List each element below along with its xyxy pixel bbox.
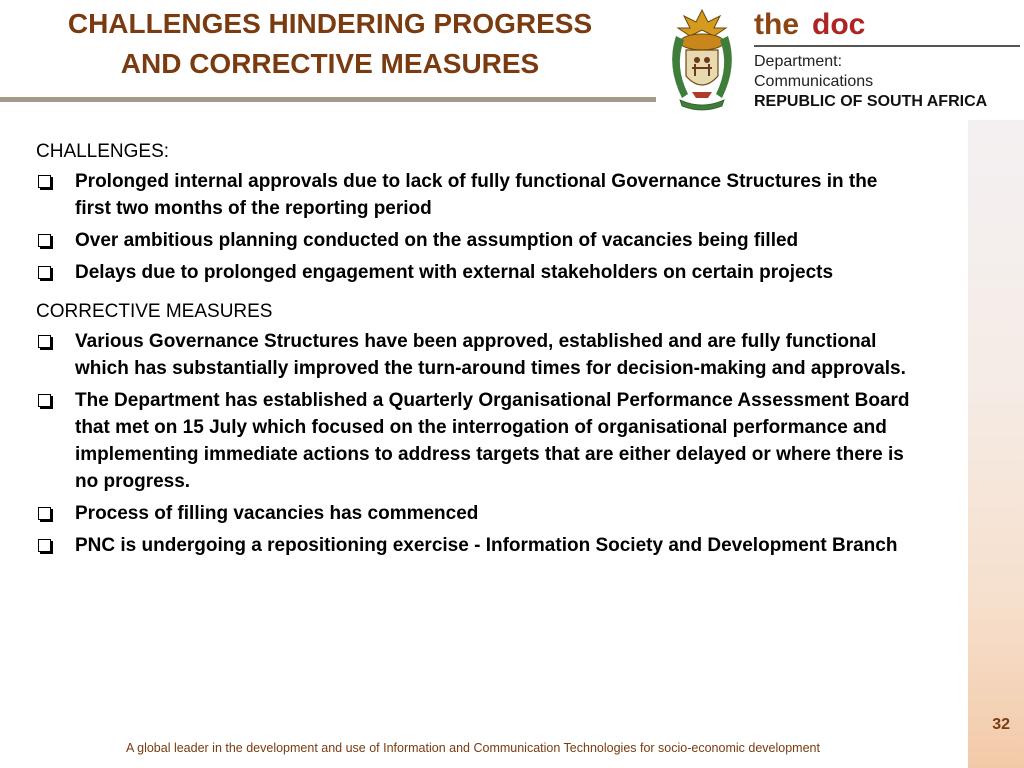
corrective-text: PNC is undergoing a repositioning exercise - Information Society and Development Branch (75, 535, 898, 556)
brand-the: the (754, 8, 799, 41)
challenge-text: Delays due to prolonged engagement with external stakeholders on certain projects (75, 262, 834, 283)
challenge-text: Prolonged internal approvals due to lack of fully functional Governance Structures in the first two months of the reporting period (75, 171, 878, 219)
corrective-item (36, 387, 916, 495)
checkbox-bullet-icon (38, 394, 51, 407)
checkbox-bullet-icon (38, 175, 51, 188)
footer-tagline: A global leader in the development and use of Information and Communication Technologies for socio-economic development (126, 741, 820, 755)
page-number: 32 (992, 716, 1010, 733)
challenges-list (36, 168, 916, 286)
checkbox-bullet-icon (38, 507, 51, 520)
slide-title (0, 4, 660, 84)
brand-doc: doc (812, 8, 866, 41)
brand-divider (754, 45, 1020, 47)
challenge-item (36, 227, 916, 254)
title-divider (0, 97, 656, 102)
corrective-item (36, 532, 916, 559)
checkbox-bullet-icon (38, 335, 51, 348)
corrective-text: The Department has established a Quarterly Organisational Performance Assessment Board that met on 15 July which focused on the interrogation of organisational performance and implementing immediate actions to address targets that are either delayed or where there is no progress. (75, 390, 910, 492)
checkbox-bullet-icon (38, 266, 51, 279)
slide-title-line-1: CHALLENGES HINDERING PROGRESS (67, 8, 593, 39)
department-name: Communications (754, 73, 874, 90)
corrective-item (36, 500, 916, 527)
corrective-list (36, 328, 916, 559)
department-label: Department: (754, 53, 843, 70)
corrective-text: Process of filling vacancies has commenced (75, 503, 479, 524)
slide-body (36, 138, 916, 564)
coat-of-arms-icon (662, 6, 742, 114)
challenge-item (36, 168, 916, 222)
slide-title-line-2: AND CORRECTIVE MEASURES (120, 48, 540, 79)
corrective-text: Various Governance Structures have been approved, established and are fully functional which has substantially improved the turn-around times for decision-making and approvals. (75, 331, 906, 379)
challenges-heading: CHALLENGES: (36, 141, 170, 162)
checkbox-bullet-icon (38, 234, 51, 247)
corrective-item (36, 328, 916, 382)
challenge-item (36, 259, 916, 286)
challenge-text: Over ambitious planning conducted on the assumption of vacancies being filled (75, 230, 799, 251)
corrective-heading: CORRECTIVE MEASURES (36, 301, 273, 322)
side-decoration (968, 120, 1024, 768)
checkbox-bullet-icon (38, 539, 51, 552)
country-name: REPUBLIC OF SOUTH AFRICA (754, 93, 988, 110)
